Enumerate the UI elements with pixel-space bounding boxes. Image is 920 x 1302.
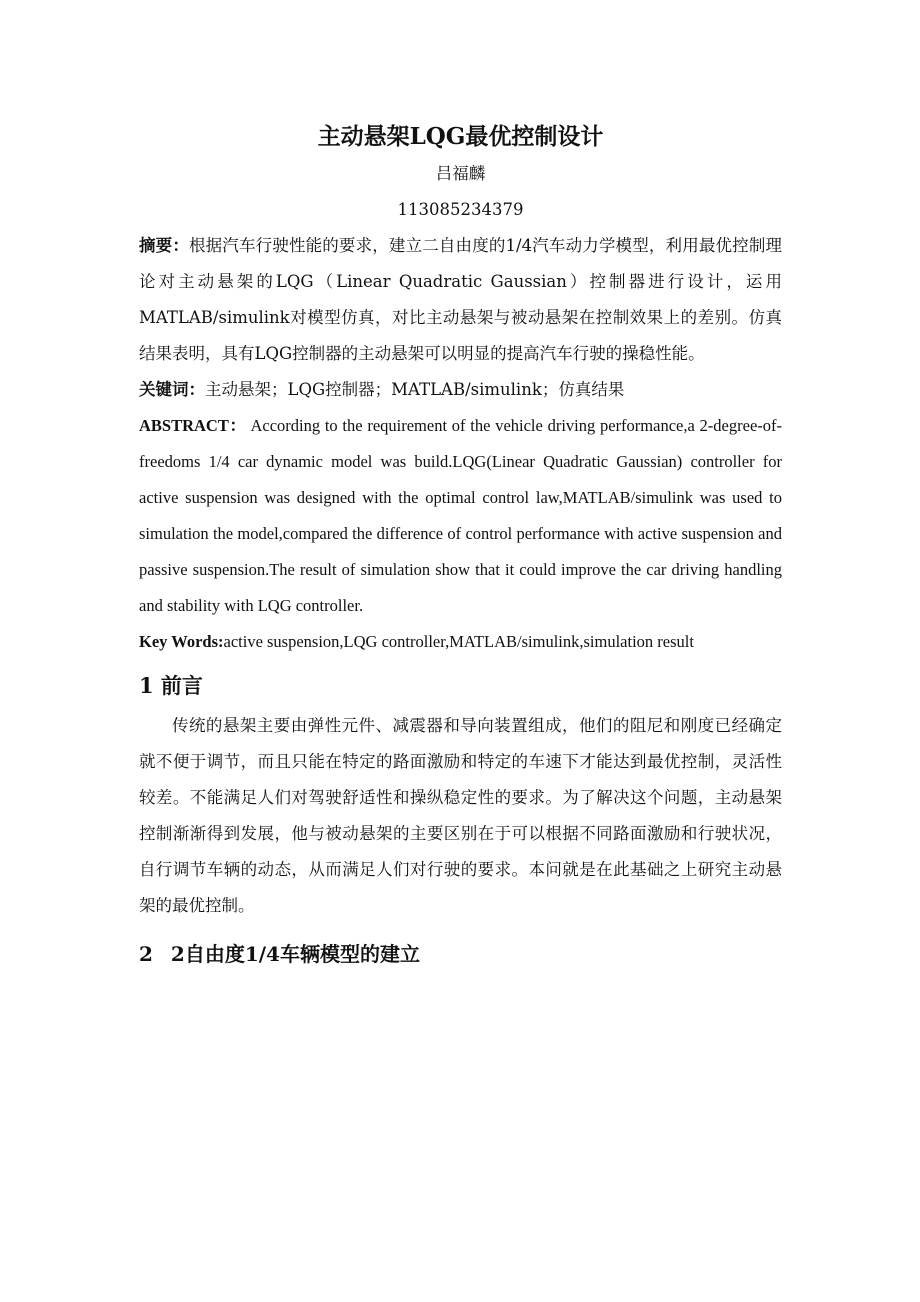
keywords-en-text: active suspension,LQG controller,MATLAB/simulink,simulation result [223, 632, 694, 651]
abstract-cn [139, 228, 782, 372]
keywords-cn-label: 关键词： [139, 380, 205, 399]
author-name: 吕福麟 [435, 164, 486, 183]
keywords-en [139, 624, 782, 660]
abstract-en-text: According to the requirement of the vehicle driving performance,a 2-degree-of-freedoms 1/4 car dynamic model was build.LQG(Linear Quadratic Gaussian) controller for active suspension was designed with the optimal control law,MATLAB/simulink was used to simulation the model,compared the difference of control performance with active suspension and passive suspension.The result of simulation show that it could improve the car driving handling and stability with LQG controller. [139, 416, 782, 615]
keywords-cn-text: 主动悬架；LQG控制器；MATLAB/simulink；仿真结果 [205, 380, 625, 399]
keywords-en-label: Key Words: [139, 632, 224, 651]
abstract-cn-text: 根据汽车行驶性能的要求，建立二自由度的1/4汽车动力学模型，利用最优控制理论对主动悬架的LQG（Linear Quadratic Gaussian）控制器进行设计，运用MATLAB/simulink对模型仿真，对比主动悬架与被动悬架在控制效果上的差别。仿真结果表明，具有LQG控制器的主动悬架可以明显的提高汽车行驶的操稳性能。 [139, 236, 782, 363]
section-1-body: 传统的悬架主要由弹性元件、减震器和导向装置组成，他们的阻尼和刚度已经确定就不便于调节，而且只能在特定的路面激励和特定的车速下才能达到最优控制，灵活性较差。不能满足人们对驾驶舒适性和操纵稳定性的要求。为了解决这个问题，主动悬架控制渐渐得到发展，他与被动悬架的主要区别在于可以根据不同路面激励和行驶状况，自行调节车辆的动态，从而满足人们对行驶的要求。本问就是在此基础之上研究主动悬架的最优控制。 [139, 716, 782, 915]
keywords-cn [139, 372, 782, 408]
abstract-en-label: ABSTRACT： [139, 416, 247, 435]
section-1-heading: 1 前言 [139, 673, 203, 698]
paper-content [139, 118, 782, 976]
section-2-heading [139, 934, 782, 974]
section-2-title: 2自由度1/4车辆模型的建立 [170, 942, 420, 966]
abstract-cn-label: 摘要： [139, 236, 189, 255]
section-2-number: 2 [139, 942, 153, 966]
abstract-en [139, 408, 782, 624]
paper-title: 主动悬架LQG最优控制设计 [317, 123, 604, 150]
student-id: 113085234379 [397, 200, 524, 219]
